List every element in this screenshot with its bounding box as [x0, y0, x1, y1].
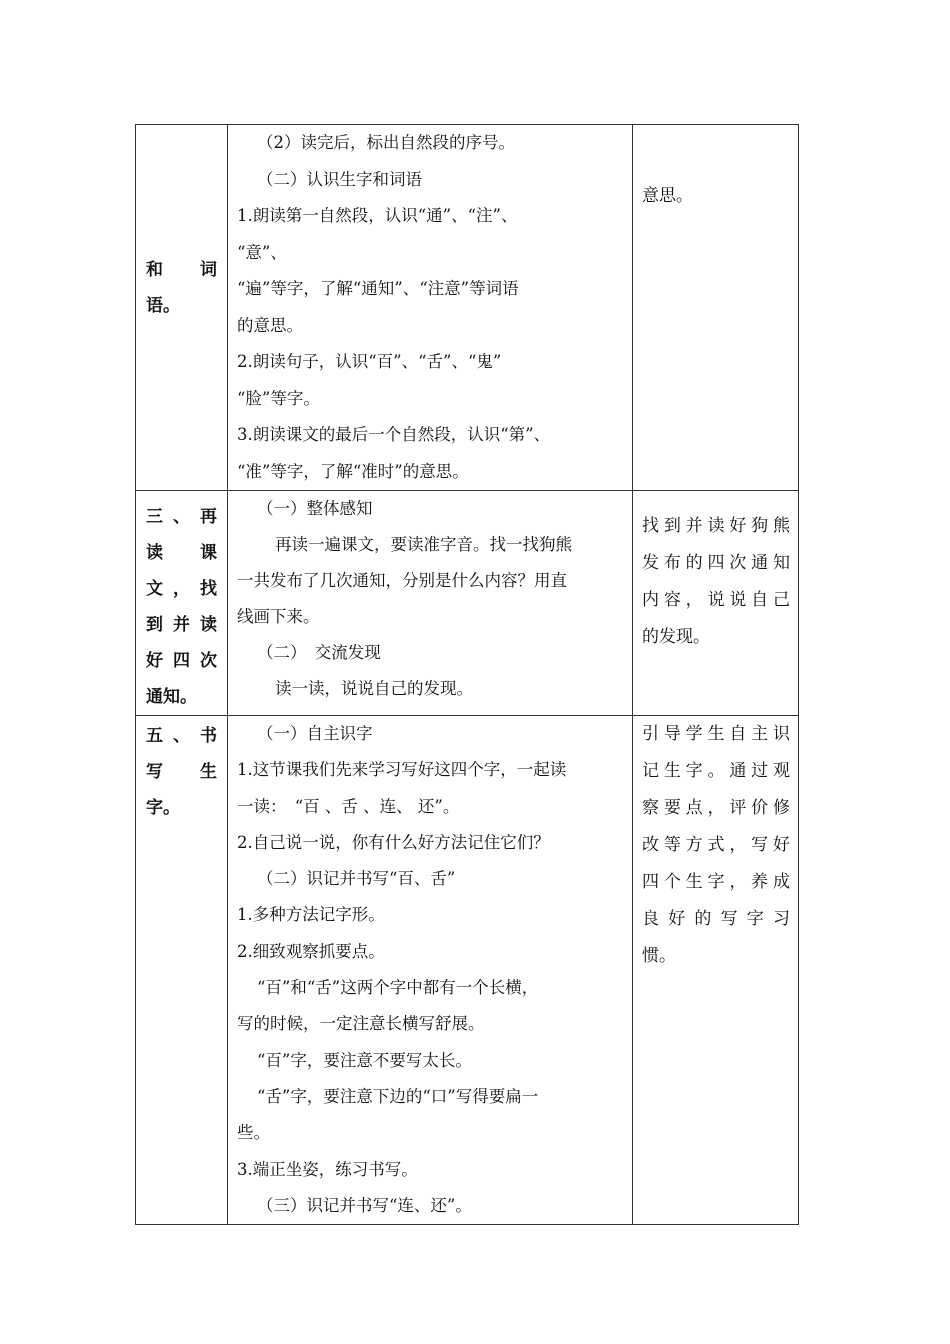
content-line: “遍”等字，了解“通知”、“注意”等词语 — [237, 279, 519, 298]
note-line: 找到并读好狗熊 — [642, 516, 790, 536]
content-line: （一）整体感知 — [257, 499, 373, 518]
content-cell — [228, 491, 633, 716]
note-line: 记生字。通过观 — [642, 761, 790, 781]
content-line: “百”字，要注意不要写太长。 — [257, 1050, 472, 1070]
content-line: 写的时候，一定注意长横写舒展。 — [237, 1014, 485, 1034]
content-line: （一）自主识字 — [257, 724, 373, 743]
stage-cell — [136, 125, 228, 491]
content-line: 2.自己说一说，你有什么好方法记住它们？ — [237, 832, 550, 852]
content-line: 3.朗读课文的最后一个自然段，认识“第”、 — [237, 425, 551, 444]
table-row — [136, 491, 799, 716]
stage-line: 到并读 — [146, 615, 217, 635]
note-line: 察要点，评价修 — [642, 798, 790, 818]
content-line: （二） 交流发现 — [257, 643, 381, 662]
content-line: 一共发布了几次通知，分别是什么内容？用直 — [237, 571, 567, 590]
lesson-plan-table — [135, 124, 799, 1225]
note-line: 惯。 — [642, 946, 676, 966]
note-line: 良好的写字习 — [642, 909, 790, 929]
table-row — [136, 125, 799, 491]
content-line: “脸”等字。 — [237, 388, 320, 408]
note-line: 四个生字，养成 — [642, 872, 790, 892]
content-line: （三）识记并书写“连、还”。 — [257, 1195, 472, 1215]
stage-line: 读 课 — [146, 543, 217, 563]
content-line: “百”和“舌”这两个字中都有一个长横， — [257, 978, 539, 998]
stage-line: 和 词 — [146, 260, 217, 280]
note-line: 内容，说说自己 — [642, 590, 790, 610]
stage-cell — [136, 491, 228, 716]
content-line: 2.朗读句子，认识“百”、“舌”、“鬼” — [237, 352, 502, 371]
note-cell — [633, 716, 799, 1225]
content-line: 1.朗读第一自然段，认识“通”、“注”、 — [237, 206, 518, 225]
content-line: 2.细致观察抓要点。 — [237, 941, 385, 961]
content-line: 的意思。 — [237, 315, 303, 335]
content-line: （二）识记并书写“百、舌” — [257, 869, 456, 889]
content-line: 一读： “百 、舌 、连、 还”。 — [237, 796, 460, 816]
note-cell — [633, 491, 799, 716]
stage-line: 字。 — [146, 798, 180, 818]
stage-line: 写 生 — [146, 762, 217, 782]
note-line: 引导学生自主识 — [642, 724, 790, 744]
stage-line: 语。 — [146, 296, 180, 316]
table-row — [136, 716, 799, 1225]
content-line: “准”等字，了解“准时”的意思。 — [237, 461, 469, 481]
content-line: （2）读完后，标出自然段的序号。 — [257, 133, 515, 152]
content-cell — [228, 716, 633, 1225]
content-line: “意”、 — [237, 242, 287, 262]
stage-line: 通知。 — [146, 687, 197, 707]
stage-line: 好四次 — [146, 651, 217, 671]
content-line: （二）认识生字和词语 — [257, 169, 422, 189]
content-line: 1.这节课我们先来学习写好这四个字，一起读 — [237, 760, 567, 780]
note-line: 的发现。 — [642, 627, 710, 647]
stage-line: 三、再 — [146, 507, 217, 527]
content-line: 些。 — [237, 1123, 270, 1143]
stage-cell — [136, 716, 228, 1225]
content-line: 线画下来。 — [237, 607, 320, 626]
note-cell — [633, 125, 799, 491]
content-line: 1.多种方法记字形。 — [237, 905, 385, 925]
stage-line: 五、书 — [146, 726, 217, 746]
note-line: 改等方式，写好 — [642, 835, 790, 855]
note-line: 意思。 — [642, 186, 693, 206]
content-line: 3.端正坐姿，练习书写。 — [237, 1159, 418, 1179]
content-line: 读一读，说说自己的发现。 — [275, 679, 473, 698]
content-line: 再读一遍课文，要读准字音。找一找狗熊 — [275, 535, 572, 554]
content-cell — [228, 125, 633, 491]
note-line: 发布的四次通知 — [642, 553, 790, 573]
stage-line: 文，找 — [146, 579, 217, 599]
content-line: “舌”字，要注意下边的“口”写得要扁一 — [257, 1086, 539, 1106]
